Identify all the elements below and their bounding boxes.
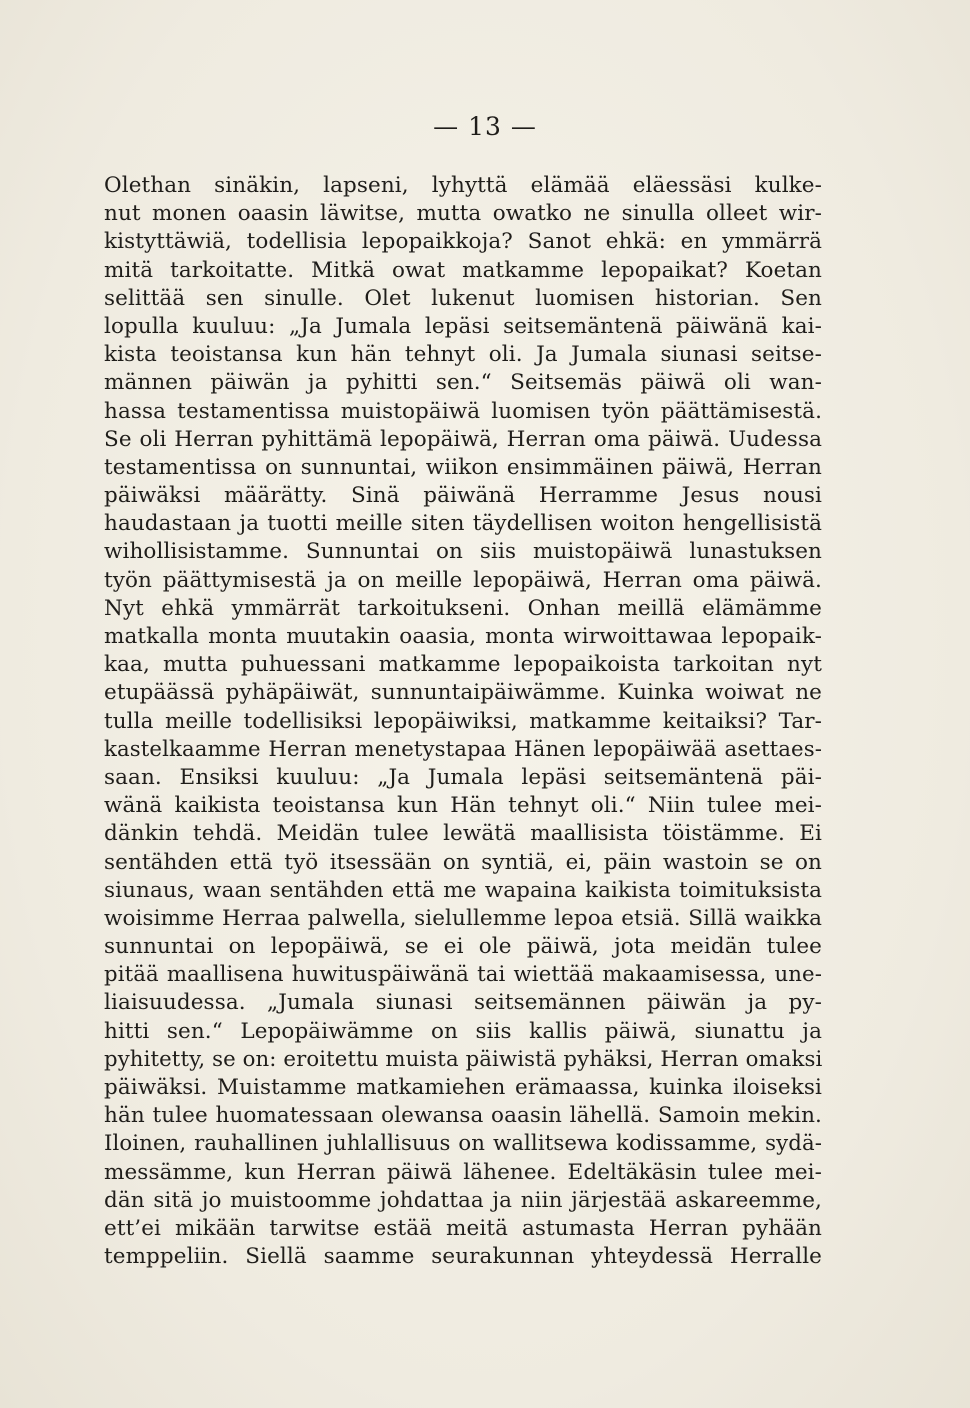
text-line: temppeliin. Siellä saamme seurakunnan yhteydessä Herralle: [104, 1244, 822, 1270]
text-line: kista teoistansa kun hän tehnyt oli. Ja Jumala siunasi seitse-: [104, 342, 822, 368]
text-line: woisimme Herraa palwella, sielullemme lepoa etsiä. Sillä waikka: [104, 905, 822, 931]
text-line: kistyttäwiä, todellisia lepopaikkoja? Sanot ehkä: en ymmärrä: [104, 229, 822, 255]
text-line: haudastaan ja tuotti meille siten täydellisen woiton hengellisistä: [104, 511, 822, 537]
text-line: päiwäksi. Muistamme matkamiehen erämaassa, kuinka iloiseksi: [104, 1075, 822, 1100]
text-line: matkalla monta muutakin oaasia, monta wirwoittawaa lepopaik-: [104, 624, 822, 649]
text-line: Se oli Herran pyhittämä lepopäiwä, Herran oma päiwä. Uudessa: [104, 426, 822, 452]
text-line: testamentissa on sunnuntai, wiikon ensimmäinen päiwä, Herran: [104, 454, 822, 480]
text-line: mitä tarkoitatte. Mitkä owat matkamme lepopaikat? Koetan: [104, 257, 822, 283]
text-line: Iloinen, rauhallinen juhlallisuus on wallitsewa kodissamme, sydä-: [104, 1131, 822, 1157]
text-line: kaa, mutta puhuessani matkamme lepopaikoista tarkoitan nyt: [104, 652, 822, 678]
text-line: hän tulee huomatessaan olewansa oaasin lähellä. Samoin mekin.: [104, 1103, 822, 1129]
text-line: etupäässä pyhäpäiwät, sunnuntaipäiwämme. Kuinka woiwat ne: [104, 680, 822, 706]
text-line: liaisuudessa. „Jumala siunasi seitsemännen päiwän ja py-: [104, 990, 822, 1016]
text-line: Nyt ehkä ymmärrät tarkoitukseni. Onhan meillä elämämme: [104, 595, 822, 621]
text-line: tulla meille todellisiksi lepopäiwiksi, matkamme keitaiksi? Tar-: [104, 708, 822, 734]
text-line: pyhitetty, se on: eroitettu muista päiwistä pyhäksi, Herran omaksi: [104, 1046, 823, 1072]
text-line: työn päättymisestä ja on meille lepopäiwä, Herran oma päiwä.: [104, 567, 822, 593]
text-line: siunaus, waan sentähden että me wapaina kaikista toimituksista: [104, 877, 822, 903]
text-line: päiwäksi määrätty. Sinä päiwänä Herramme Jesus nousi: [104, 483, 822, 509]
text-line: männen päiwän ja pyhitti sen.“ Seitsemäs päiwä oli wan-: [104, 370, 822, 396]
text-line: saan. Ensiksi kuuluu: „Ja Jumala lepäsi seitsemäntenä päi-: [104, 764, 822, 790]
text-line: dänkin tehdä. Meidän tulee lewätä maallisista töistämme. Ei: [104, 821, 822, 847]
text-line: ett’ei mikään tarwitse estää meitä astumasta Herran pyhään: [104, 1215, 822, 1241]
text-line: kastelkaamme Herran menetystapaa Hänen lepopäiwää asettaes-: [104, 736, 822, 762]
text-line: pitää maallisena huwituspäiwänä tai wiettää makaamisessa, une-: [104, 962, 822, 988]
text-line: Olethan sinäkin, lapseni, lyhyttä elämää eläessäsi kulke-: [104, 173, 822, 198]
body-text: [104, 172, 822, 1271]
text-line: messämme, kun Herran päiwä lähenee. Edeltäkäsin tulee mei-: [104, 1159, 822, 1185]
text-line: sentähden että työ itsessään on syntiä, ei, päin wastoin se on: [104, 849, 822, 875]
text-line: wänä kaikista teoistansa kun Hän tehnyt oli.“ Niin tulee mei-: [104, 793, 822, 819]
page-number: — 13 —: [433, 112, 537, 141]
text-line: dän sitä jo muistoomme johdattaa ja niin järjestää askareemme,: [104, 1187, 822, 1213]
text-line: hitti sen.“ Lepopäiwämme on siis kallis päiwä, siunattu ja: [104, 1018, 822, 1044]
text-line: sunnuntai on lepopäiwä, se ei ole päiwä, jota meidän tulee: [104, 934, 822, 960]
text-line: nut monen oaasin läwitse, mutta owatko ne sinulla olleet wir-: [104, 201, 822, 227]
text-line: selittää sen sinulle. Olet lukenut luomisen historian. Sen: [104, 285, 822, 311]
text-line: lopulla kuuluu: „Ja Jumala lepäsi seitsemäntenä päiwänä kai-: [104, 313, 822, 339]
text-line: wihollisistamme. Sunnuntai on siis muistopäiwä lunastuksen: [104, 539, 822, 565]
text-line: hassa testamentissa muistopäiwä luomisen työn päättämisestä.: [104, 398, 822, 424]
